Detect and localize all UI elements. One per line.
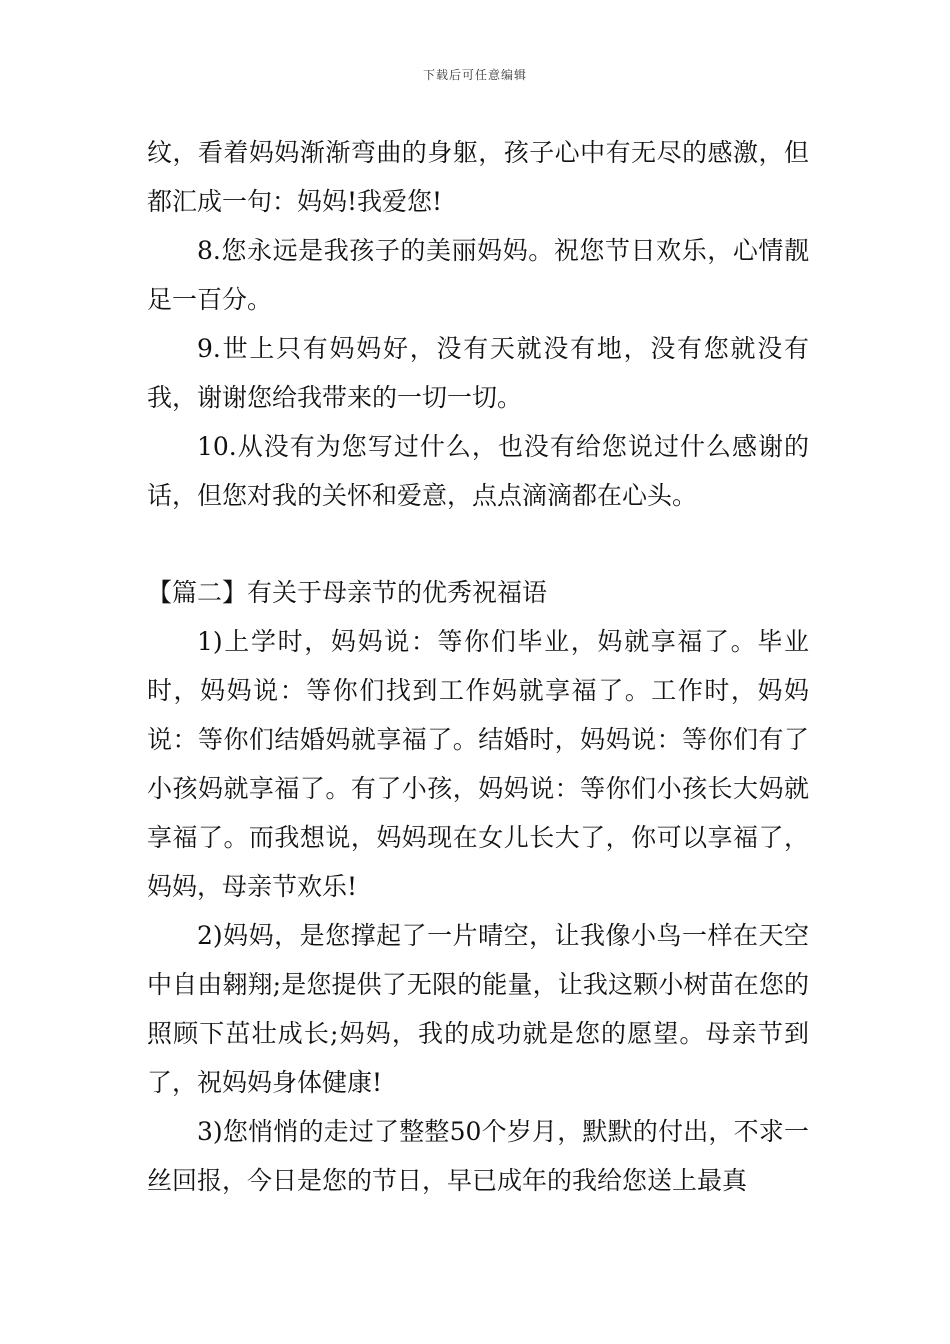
document-body — [147, 128, 809, 1205]
paragraph-item-8: 8.您永远是我孩子的美丽妈妈。祝您节日欢乐，心情靓足一百分。 — [147, 236, 809, 314]
section-title: 【篇二】有关于母亲节的优秀祝福语 — [147, 578, 548, 607]
paragraph-continuation: 纹，看着妈妈渐渐弯曲的身躯，孩子心中有无尽的感激，但都汇成一句：妈妈!我爱您! — [147, 138, 809, 216]
paragraph-item-9: 9.世上只有妈妈好，没有天就没有地，没有您就没有我，谢谢您给我带来的一切一切。 — [147, 334, 809, 412]
paragraph-item-2: 2)妈妈，是您撑起了一片晴空，让我像小鸟一样在天空中自由翱翔;是您提供了无限的能量，让我这颗小树苗在您的照顾下茁壮成长;妈妈，我的成功就是您的愿望。母亲节到了，祝妈妈身体健康! — [147, 921, 809, 1097]
paragraph-item-10: 10.从没有为您写过什么，也没有给您说过什么感谢的话，但您对我的关怀和爱意，点点滴滴都在心头。 — [147, 432, 809, 510]
paragraph-item-1: 1)上学时，妈妈说：等你们毕业，妈就享福了。毕业时，妈妈说：等你们找到工作妈就享福了。工作时，妈妈说：等你们结婚妈就享福了。结婚时，妈妈说：等你们有了小孩妈就享福了。有了小孩，妈妈说：等你们小孩长大妈就享福了。而我想说，妈妈现在女儿长大了，你可以享福了，妈妈，母亲节欢乐! — [147, 627, 809, 901]
page-header: 下载后可任意编辑 — [422, 68, 527, 82]
paragraph-item-3: 3)您悄悄的走过了整整50个岁月，默默的付出，不求一丝回报，今日是您的节日，早已成年的我给您送上最真 — [147, 1117, 809, 1195]
